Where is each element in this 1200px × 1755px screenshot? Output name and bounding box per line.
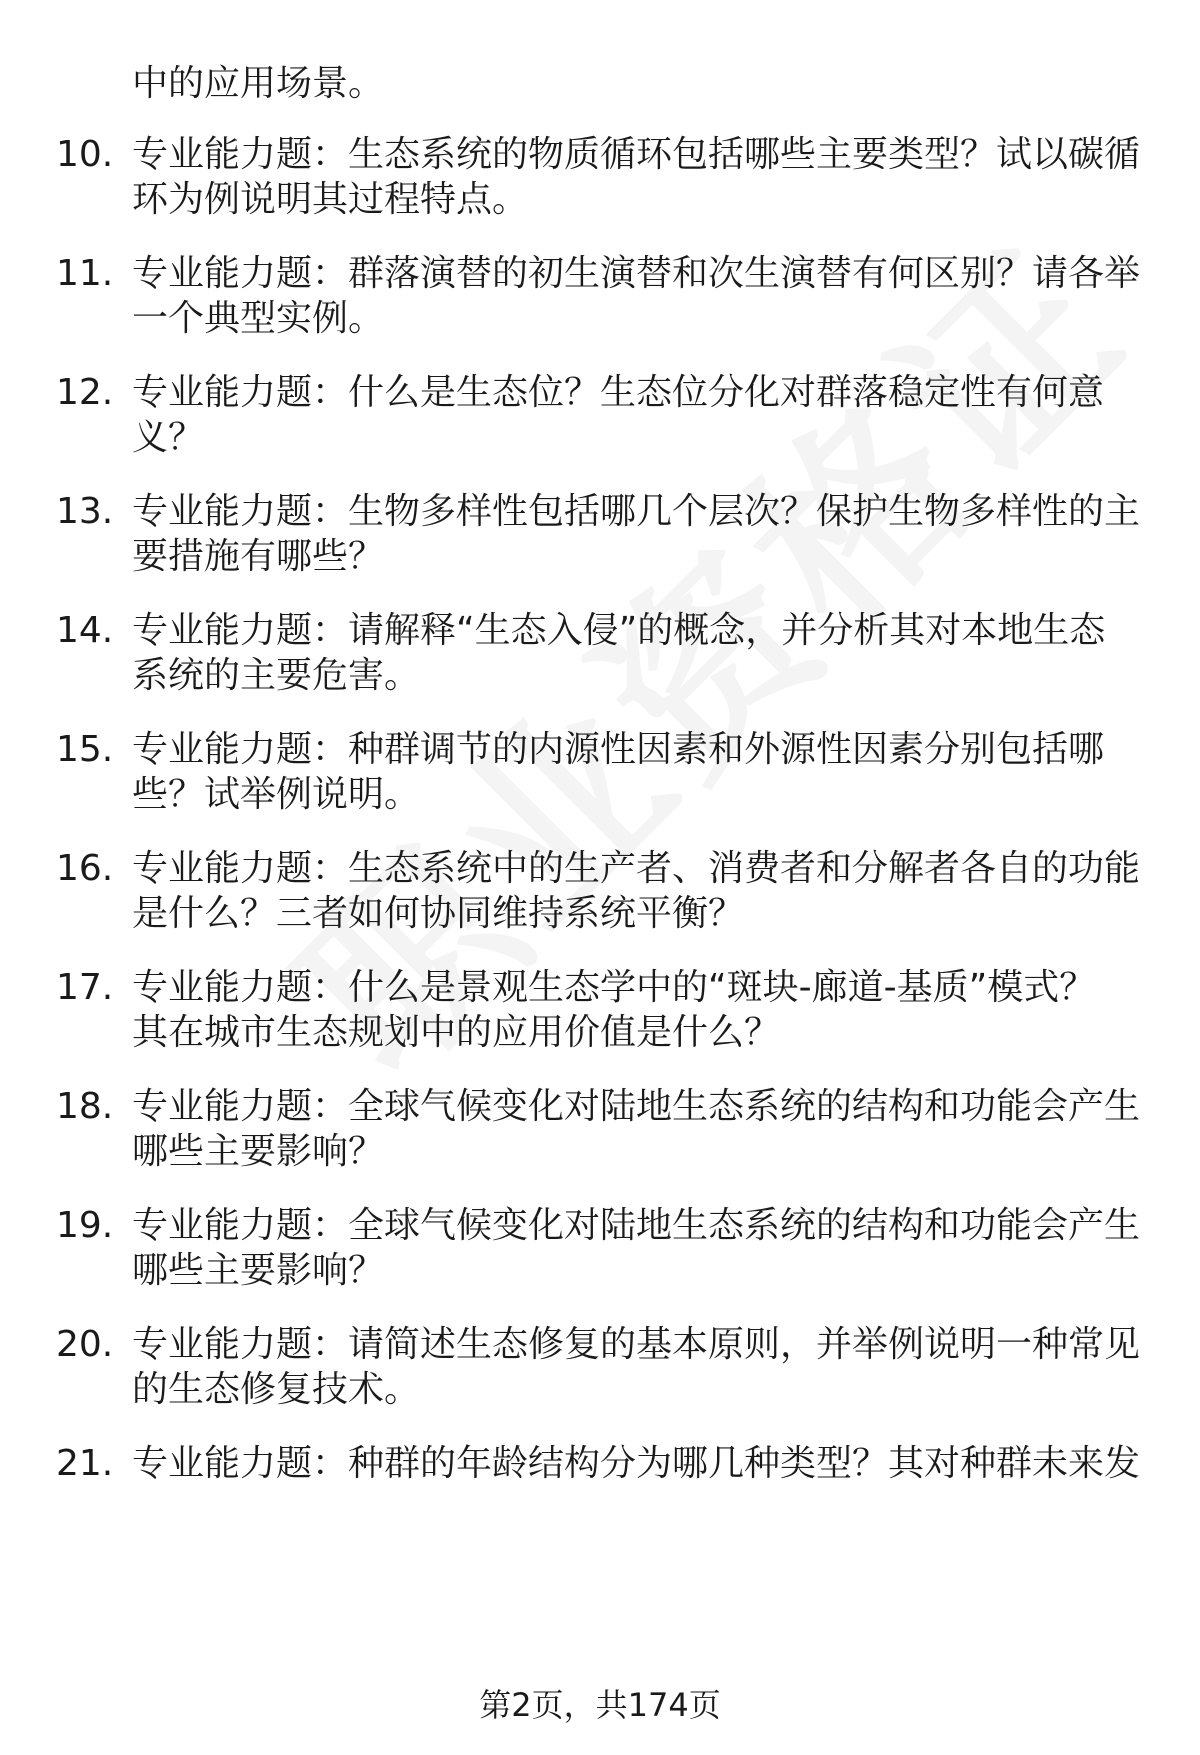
question-text-line: 哪些主要影响？ xyxy=(132,1131,385,1172)
question-text-line: 专业能力题：全球气候变化对陆地生态系统的结构和功能会产生 xyxy=(132,1205,1141,1246)
question-text-line: 专业能力题：请简述生态修复的基本原则，并举例说明一种常见 xyxy=(132,1324,1141,1365)
question-number: 10. xyxy=(56,134,114,175)
question-text-line: 专业能力题：全球气候变化对陆地生态系统的结构和功能会产生 xyxy=(132,1086,1141,1127)
question-number: 13. xyxy=(56,491,114,532)
question-text-line: 专业能力题：什么是生态位？生态位分化对群落稳定性有何意 xyxy=(132,372,1105,413)
question-text-line: 些？试举例说明。 xyxy=(132,774,421,815)
question-text-line: 环为例说明其过程特点。 xyxy=(132,179,529,220)
question-text-line: 哪些主要影响？ xyxy=(132,1250,385,1291)
question-text-line: 专业能力题：生态系统中的生产者、消费者和分解者各自的功能 xyxy=(132,848,1141,889)
question-text-line: 其在城市生态规划中的应用价值是什么？ xyxy=(132,1012,781,1053)
page-number: 第2页，共174页 xyxy=(479,1686,721,1724)
question-number: 20. xyxy=(56,1324,114,1365)
question-number: 16. xyxy=(56,848,114,889)
question-number: 12. xyxy=(56,372,114,413)
question-text-line: 义？ xyxy=(132,417,205,458)
question-number: 18. xyxy=(56,1086,114,1127)
question-text-line: 的生态修复技术。 xyxy=(132,1369,421,1410)
question-number: 17. xyxy=(56,967,114,1008)
question-number: 19. xyxy=(56,1205,114,1246)
question-text-line: 专业能力题：种群的年龄结构分为哪几种类型？其对种群未来发 xyxy=(132,1443,1141,1484)
question-text-line: 专业能力题：请解释“生态入侵”的概念，并分析其对本地生态 xyxy=(132,610,1106,651)
question-number: 14. xyxy=(56,610,114,651)
question-text-line: 专业能力题：种群调节的内源性因素和外源性因素分别包括哪 xyxy=(132,729,1105,770)
question-number: 15. xyxy=(56,729,114,770)
question-text-line: 一个典型实例。 xyxy=(132,298,385,339)
question-number: 11. xyxy=(56,253,114,294)
question-text-line: 是什么？三者如何协同维持系统平衡？ xyxy=(132,893,745,934)
lead-line: 中的应用场景。 xyxy=(132,63,385,104)
question-number: 21. xyxy=(56,1443,114,1484)
question-text-line: 专业能力题：生态系统的物质循环包括哪些主要类型？试以碳循 xyxy=(132,134,1141,175)
question-text-line: 专业能力题：群落演替的初生演替和次生演替有何区别？请各举 xyxy=(132,253,1141,294)
question-text-line: 系统的主要危害。 xyxy=(132,655,421,696)
question-text-line: 专业能力题：生物多样性包括哪几个层次？保护生物多样性的主 xyxy=(132,491,1141,532)
question-text-line: 专业能力题：什么是景观生态学中的“斑块-廊道-基质”模式？ xyxy=(132,967,1096,1008)
question-text-line: 要措施有哪些？ xyxy=(132,536,385,577)
